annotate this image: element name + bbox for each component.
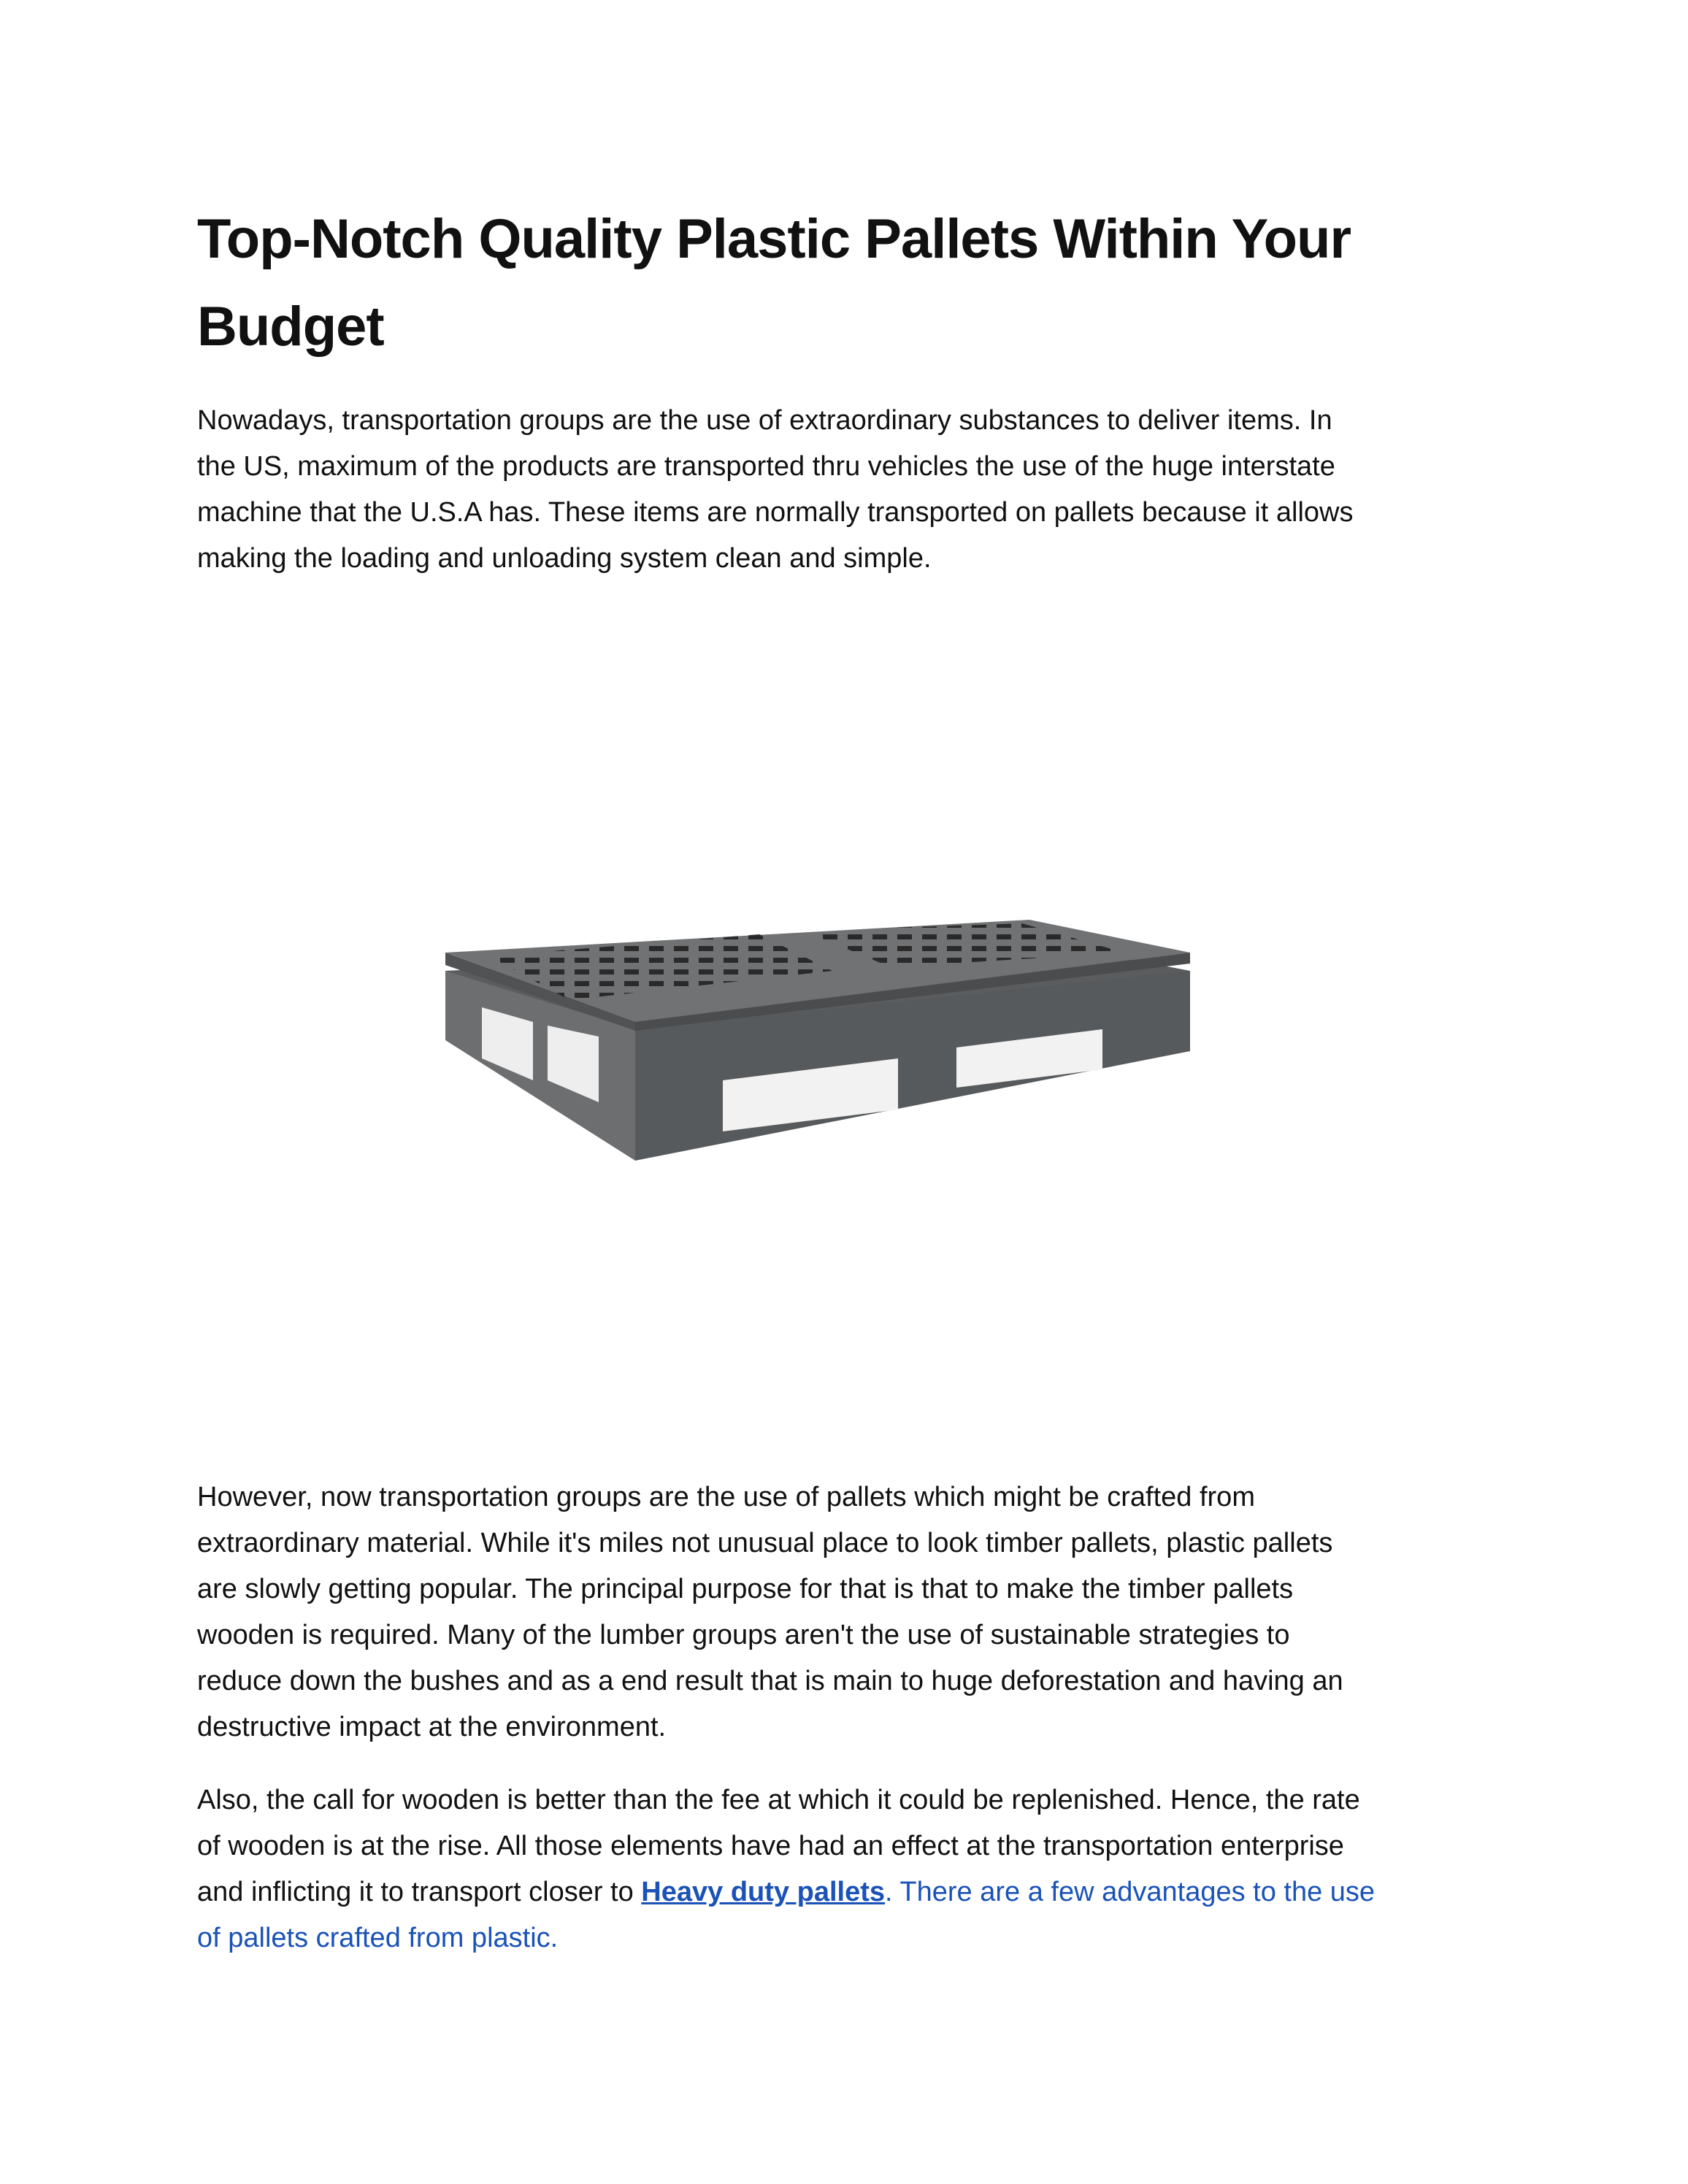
text-line: Also, the call for wooden is better than the fee at which it could be replenished. Hence, the rate [197,1785,1360,1815]
text-line: reduce down the bushes and as a end result that is main to huge deforestation and having an [197,1666,1343,1696]
title-line: Budget [197,296,384,358]
text-line: However, now transportation groups are the use of pallets which might be crafted from [197,1482,1255,1512]
text-line: wooden is required. Many of the lumber groups aren't the use of sustainable strategies to [197,1620,1290,1650]
heavy-duty-pallets-link[interactable]: Heavy duty pallets [641,1877,885,1907]
text-line: extraordinary material. While it's miles not unusual place to look timber pallets, plastic pallets [197,1528,1333,1558]
title-line: Top-Notch Quality Plastic Pallets Within Your [197,208,1351,270]
text-line: the US, maximum of the products are transported thru vehicles the use of the huge interstate [197,451,1335,482]
intro-paragraph [197,398,1353,582]
body-paragraph [197,1474,1343,1750]
plastic-pallet-image [423,861,1227,1212]
text-line: of wooden is at the rise. All those elements have had an effect at the transportation enterprise [197,1831,1344,1861]
text-line: Nowadays, transportation groups are the use of extraordinary substances to deliver items. In [197,405,1332,436]
text-segment: and inflicting it to transport closer to [197,1877,642,1907]
text-line [197,1869,1375,1915]
body-paragraph [197,1777,1375,1961]
text-line: of pallets crafted from plastic. [197,1923,559,1953]
text-line: are slowly getting popular. The principal purpose for that is that to make the timber pallets [197,1574,1294,1604]
text-line: machine that the U.S.A has. These items are normally transported on pallets because it allows [197,497,1354,528]
text-line: destructive impact at the environment. [197,1712,667,1742]
text-line: making the loading and unloading system clean and simple. [197,543,932,574]
page-title [197,196,1351,371]
text-segment: . There are a few advantages to the use [884,1877,1376,1907]
